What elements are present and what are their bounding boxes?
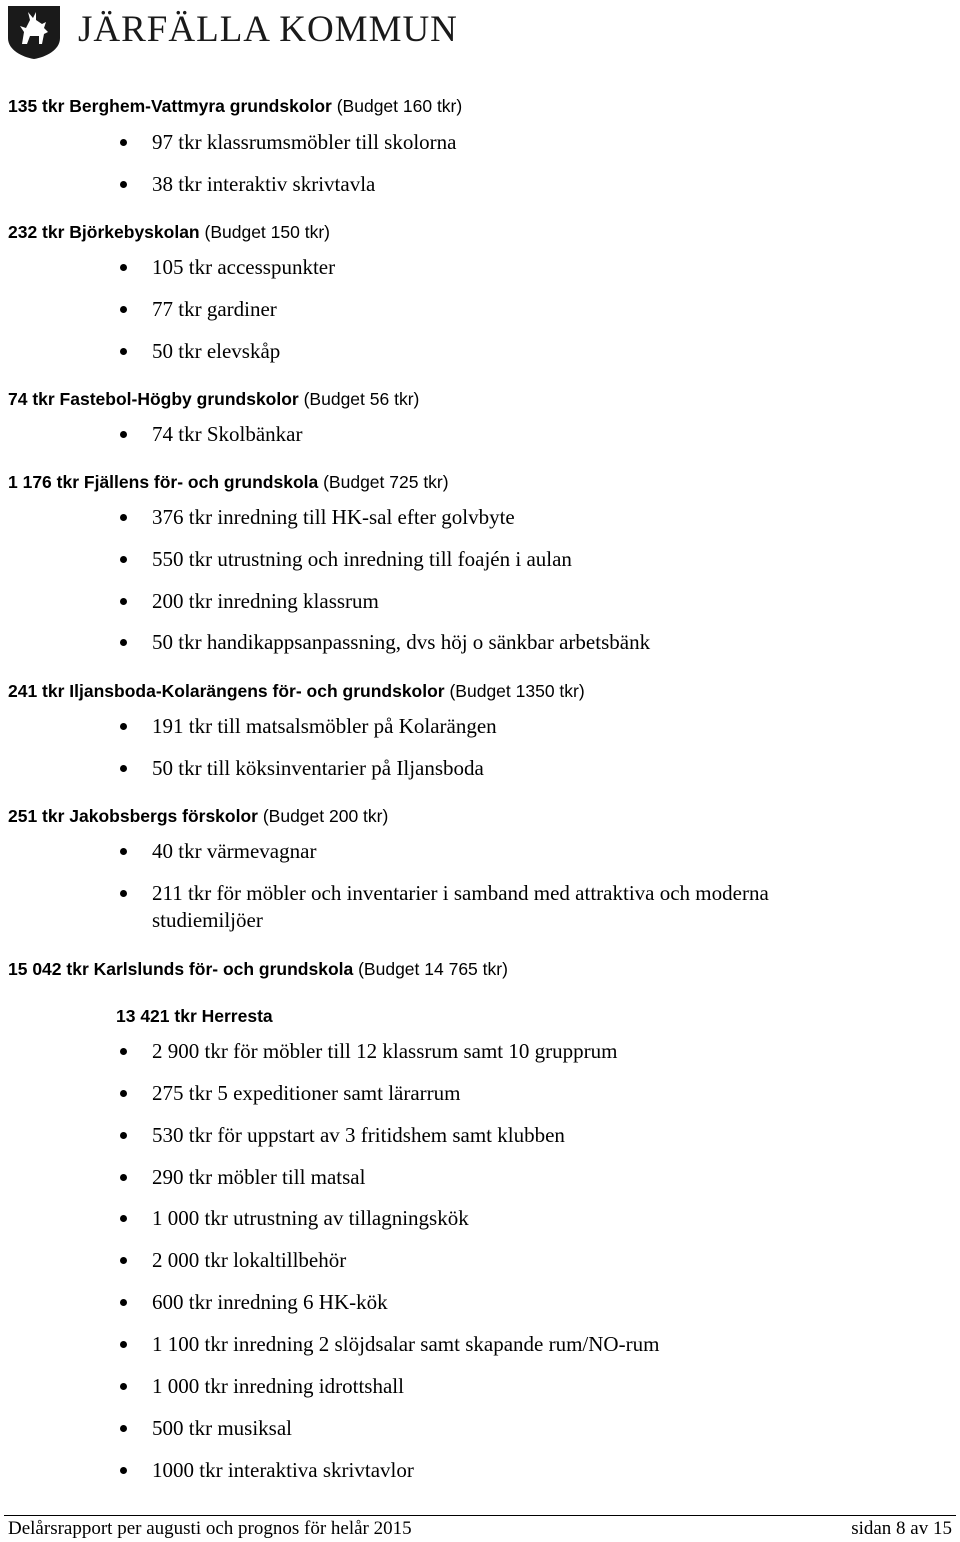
list-item-text: 191 tkr till matsalsmöbler på Kolarängen [152, 714, 497, 738]
bullet-icon [120, 1341, 127, 1348]
bullet-icon [120, 890, 127, 897]
section-heading [8, 806, 388, 827]
list-item-text: 1 000 tkr inredning idrottshall [152, 1374, 404, 1398]
list-item-text: 200 tkr inredning klassrum [152, 589, 379, 613]
list-item-text: 2 900 tkr för möbler till 12 klassrum samt 10 grupprum [152, 1039, 618, 1063]
list-item-text: 500 tkr musiksal [152, 1416, 292, 1440]
footer-title: Delårsrapport per augusti och prognos för helår 2015 [8, 1518, 412, 1539]
bullet-icon [120, 348, 127, 355]
section-budget: (Budget 150 tkr) [204, 222, 330, 242]
bullet-icon [120, 1174, 127, 1181]
list-item-text: 600 tkr inredning 6 HK-kök [152, 1290, 388, 1314]
section-budget: (Budget 1350 tkr) [449, 681, 585, 701]
bullet-icon [120, 139, 127, 146]
list-item-text: 50 tkr elevskåp [152, 339, 281, 363]
list-item-text: 1000 tkr interaktiva skrivtavlor [152, 1458, 414, 1482]
bullet-icon [120, 556, 127, 563]
section-title: 1 176 tkr Fjällens för- och grundskola [8, 472, 319, 492]
section-title: 135 tkr Berghem-Vattmyra grundskolor [8, 96, 332, 116]
bullet-icon [120, 848, 127, 855]
bullet-icon [120, 264, 127, 271]
coat-of-arms-icon [6, 4, 62, 60]
list-item-text: 550 tkr utrustning och inredning till foajén i aulan [152, 547, 572, 571]
bullet-icon [120, 431, 127, 438]
bullet-icon [120, 1425, 127, 1432]
section-heading [8, 389, 419, 410]
list-item-text: 38 tkr interaktiv skrivtavla [152, 172, 376, 196]
list-item-text: 530 tkr för uppstart av 3 fritidshem samt klubben [152, 1123, 565, 1147]
section-budget: (Budget 725 tkr) [323, 472, 449, 492]
list-item-text: 1 100 tkr inredning 2 slöjdsalar samt skapande rum/NO-rum [152, 1332, 660, 1356]
bullet-icon [120, 1090, 127, 1097]
list-item-text: 376 tkr inredning till HK-sal efter golvbyte [152, 505, 515, 529]
bullet-icon [120, 765, 127, 772]
section-heading [8, 472, 449, 493]
list-item-text: 40 tkr värmevagnar [152, 839, 317, 863]
section-title: 232 tkr Björkebyskolan [8, 222, 200, 242]
subsection-title: 13 421 tkr Herresta [116, 1006, 273, 1026]
bullet-icon [120, 723, 127, 730]
section-budget: (Budget 56 tkr) [303, 389, 420, 409]
bullet-icon [120, 639, 127, 646]
section-heading [8, 959, 508, 980]
bullet-icon [120, 1383, 127, 1390]
section-title: 241 tkr Iljansboda-Kolarängens för- och grundskolor [8, 681, 445, 701]
section-heading [8, 681, 585, 702]
list-item-text: 50 tkr till köksinventarier på Iljansboda [152, 756, 484, 780]
list-item-text: 77 tkr gardiner [152, 297, 277, 321]
section-title: 15 042 tkr Karlslunds för- och grundskola [8, 959, 354, 979]
section-budget: (Budget 14 765 tkr) [358, 959, 508, 979]
header [6, 2, 458, 62]
bullet-icon [120, 1215, 127, 1222]
section-budget: (Budget 160 tkr) [336, 96, 463, 116]
bullet-icon [120, 1467, 127, 1474]
section-title: 251 tkr Jakobsbergs förskolor [8, 806, 258, 826]
list-item-text: 211 tkr för möbler och inventarier i samband med attraktiva och moderna [152, 881, 769, 905]
bullet-icon [120, 598, 127, 605]
list-item-text: 1 000 tkr utrustning av tillagningskök [152, 1206, 469, 1230]
page-number: sidan 8 av 15 [851, 1518, 952, 1539]
section-budget: (Budget 200 tkr) [262, 806, 389, 826]
list-item-text: 105 tkr accesspunkter [152, 255, 336, 279]
bullet-icon [120, 1257, 127, 1264]
bullet-icon [120, 306, 127, 313]
section-title: 74 tkr Fastebol-Högby grundskolor [8, 389, 299, 409]
list-item-text: studiemiljöer [152, 908, 263, 932]
list-item-text: 2 000 tkr lokaltillbehör [152, 1248, 347, 1272]
list-item-text: 275 tkr 5 expeditioner samt lärarrum [152, 1081, 461, 1105]
bullet-icon [120, 1048, 127, 1055]
bullet-icon [120, 514, 127, 521]
bullet-icon [120, 1299, 127, 1306]
list-item-text: 74 tkr Skolbänkar [152, 422, 303, 446]
bullet-icon [120, 1132, 127, 1139]
bullet-icon [120, 181, 127, 188]
list-item-text: 290 tkr möbler till matsal [152, 1165, 366, 1189]
brand-name: JÄRFÄLLA KOMMUN [78, 9, 458, 50]
list-item-text: 97 tkr klassrumsmöbler till skolorna [152, 130, 457, 154]
list-item-text: 50 tkr handikappsanpassning, dvs höj o sänkbar arbetsbänk [152, 630, 651, 654]
section-heading [8, 96, 462, 117]
footer-divider [4, 1515, 956, 1516]
section-heading [8, 222, 330, 243]
